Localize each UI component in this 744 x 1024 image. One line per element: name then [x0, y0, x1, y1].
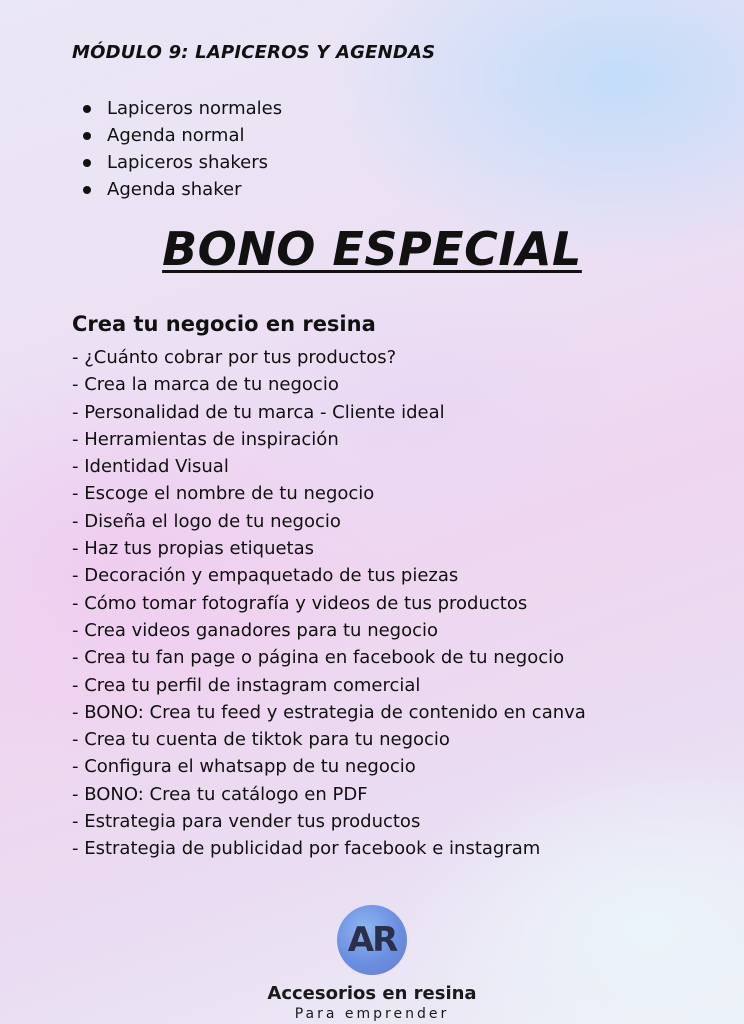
brand-logo [337, 905, 407, 975]
list-item: - Personalidad de tu marca - Cliente ideal [72, 401, 445, 423]
list-item: - BONO: Crea tu catálogo en PDF [72, 783, 368, 805]
bonus-item-list [72, 344, 586, 863]
list-item: - Crea tu fan page o página en facebook de tu negocio [72, 647, 565, 669]
list-item [80, 176, 282, 203]
section-title: Crea tu negocio en resina [72, 312, 376, 336]
list-item: - Crea la marca de tu negocio [72, 374, 339, 396]
list-item [80, 149, 282, 176]
brand-tagline: Para emprender [294, 1006, 450, 1022]
list-item: - Herramientas de inspiración [72, 428, 339, 450]
bullet-icon [83, 186, 91, 194]
list-item-label: Agenda shaker [107, 179, 242, 200]
logo-mark: AR [347, 920, 397, 960]
brand-name: Accesorios en resina [267, 983, 477, 1004]
brand-footer [0, 905, 744, 1022]
list-item: - Escoge el nombre de tu negocio [72, 483, 375, 505]
bullet-icon [83, 132, 91, 140]
list-item: - Diseña el logo de tu negocio [72, 510, 341, 532]
list-item: - Estrategia de publicidad por facebook e instagram [72, 838, 541, 860]
list-item: - Identidad Visual [72, 456, 229, 478]
list-item: - Estrategia para vender tus productos [72, 811, 421, 833]
module-item-list [80, 95, 282, 203]
list-item [80, 95, 282, 122]
list-item: - Configura el whatsapp de tu negocio [72, 756, 416, 778]
bonus-title: BONO ESPECIAL [162, 222, 582, 276]
list-item: - ¿Cuánto cobrar por tus productos? [72, 347, 397, 368]
list-item-label: Lapiceros shakers [107, 152, 269, 173]
list-item: - BONO: Crea tu feed y estrategia de contenido en canva [72, 701, 586, 723]
bullet-icon [83, 105, 91, 113]
list-item: - Decoración y empaquetado de tus piezas [72, 565, 459, 587]
list-item: - Haz tus propias etiquetas [72, 538, 315, 560]
list-item: - Crea tu cuenta de tiktok para tu negocio [72, 729, 450, 751]
module-title: MÓDULO 9: LAPICEROS Y AGENDAS [72, 42, 436, 63]
list-item-label: Lapiceros normales [107, 98, 283, 119]
list-item: - Crea tu perfil de instagram comercial [72, 674, 421, 696]
list-item: - Crea videos ganadores para tu negocio [72, 619, 439, 641]
bullet-icon [83, 159, 91, 167]
list-item: - Cómo tomar fotografía y videos de tus productos [72, 592, 528, 614]
list-item-label: Agenda normal [107, 125, 245, 146]
list-item [80, 122, 282, 149]
